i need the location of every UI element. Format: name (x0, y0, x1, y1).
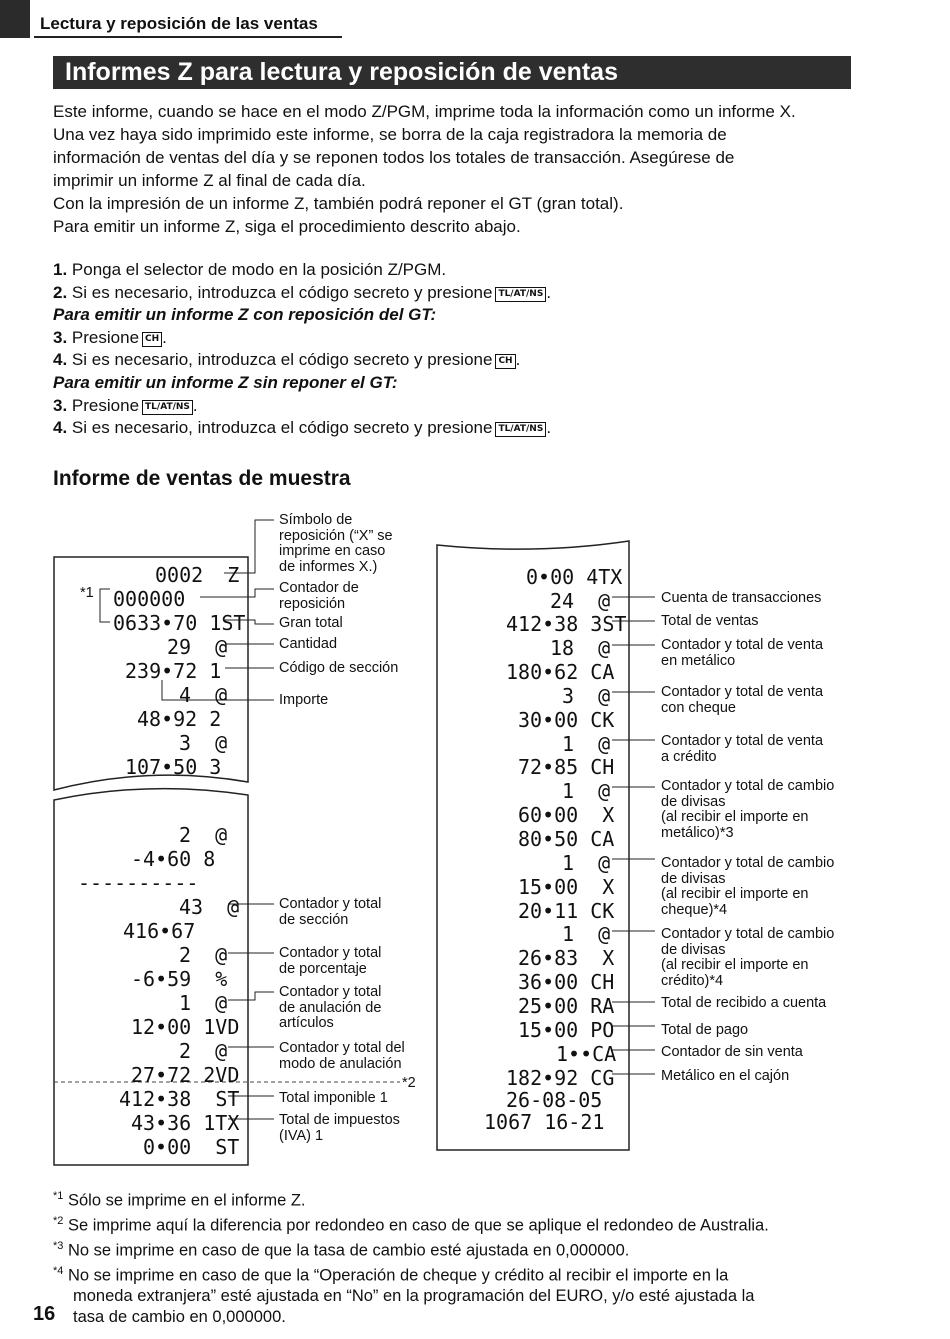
receipt-line: 000000 (113, 587, 186, 611)
receipt-line: 1 @ (562, 779, 611, 803)
sample-heading: Informe de ventas de muestra (53, 467, 351, 490)
receipt-line: 36•00 CH (518, 970, 615, 994)
ch-key-icon: CH (495, 354, 515, 369)
label-venta-credito: Contador y total de venta a crédito (661, 733, 824, 765)
receipt-line: 239•72 1 (125, 659, 222, 683)
label-importe: Importe (279, 692, 329, 708)
step-text: Si es necesario, introduzca el código secreto y presione (71, 418, 493, 438)
receipt-line: 0633•70 1ST (113, 611, 246, 635)
label-divisas-metalico: Contador y total de cambio de divisas (al recibir el importe en metálico)*3 (661, 778, 835, 841)
receipt-line: 1 @ (562, 732, 611, 756)
intro-line: Una vez haya sido imprimido este informe, se borra de la caja registradora la memoria de (53, 125, 727, 144)
receipt-line: 26-08-05 (506, 1088, 603, 1112)
footnote: tasa de cambio en 0,000000. (73, 1307, 286, 1326)
receipt-line: 0•00 ST (143, 1135, 240, 1159)
receipt-line: 1 @ (562, 851, 611, 875)
receipt-line: -6•59 % (131, 967, 228, 991)
label-contador-anulacion-articulos: Contador y total de anulación de artículos (279, 984, 382, 1031)
receipt-line: 18 @ (550, 636, 611, 660)
receipt-line: 3 @ (179, 731, 228, 755)
intro-line: información de ventas del día y se reponen todos los totales de transacción. Asegúrese de (53, 148, 735, 167)
receipt-line: 72•85 CH (518, 755, 615, 779)
tl-key-icon: TL/AT/NS (142, 400, 193, 415)
receipt-line: 180•62 CA (506, 660, 615, 684)
footnote: moneda extranjera” esté ajustada en “No” en la programación del EURO, y/o esté ajustada la (73, 1287, 755, 1305)
label-gran-total: Gran total (279, 615, 343, 631)
receipt-line: 107•50 3 (125, 755, 222, 779)
page-number: 16 (33, 1303, 56, 1325)
receipt-line: 2 @ (179, 823, 228, 847)
label-sin-venta: Contador de sin venta (661, 1044, 803, 1060)
receipt-line: 1••CA (556, 1042, 617, 1066)
intro-line: Este informe, cuando se hace en el modo Z/PGM, imprime toda la información como un informe X. (53, 102, 796, 121)
receipt-line: 24 @ (550, 589, 611, 613)
step-4a: 4. Si es necesario, introduzca el código secreto y presione CH . (53, 350, 521, 370)
receipt-line: 1 @ (562, 922, 611, 946)
receipt-line: -4•60 8 (131, 847, 216, 871)
step-text: Presione (71, 395, 140, 415)
label-total-impuestos: Total de impuestos (IVA) 1 (279, 1112, 400, 1144)
label-contador-reposicion: Contador de reposición (279, 580, 359, 612)
label-cantidad: Cantidad (279, 636, 338, 652)
receipt-line: 3 @ (562, 684, 611, 708)
tl-key-icon: TL/AT/NS (495, 422, 546, 437)
label-cuenta-transacciones: Cuenta de transacciones (661, 590, 822, 606)
page-title: Informes Z para lectura y reposición de ventas (53, 56, 851, 89)
receipt-line: 48•92 2 (137, 707, 222, 731)
step-number: 4. (53, 418, 68, 438)
receipt-line: 1067 16-21 (484, 1110, 605, 1134)
footnote: $^{*4}$ No se imprime en caso de que la “Operación de cheque y crédito al recibir el importe en la (53, 1265, 729, 1285)
receipt-line: 27•72 2VD (131, 1063, 240, 1087)
footnote: $^{*3}$ No se imprime en caso de que la tasa de cambio esté ajustada en 0,000000. (53, 1240, 630, 1260)
receipt-line: 29 @ (167, 635, 228, 659)
footnote: $^{*1}$ Sólo se imprime en el informe Z. (53, 1190, 306, 1210)
receipt-line: 30•00 CK (518, 708, 615, 732)
label-total-pago: Total de pago (661, 1022, 749, 1038)
step-2: 2. Si es necesario, introduzca el código secreto y presione TL/AT/NS . (53, 282, 552, 302)
receipt-line: 416•67 (123, 919, 196, 943)
subheading-without-gt: Para emitir un informe Z sin reponer el GT: (53, 372, 398, 392)
label-contador-porcentaje: Contador y total de porcentaje (279, 945, 382, 977)
receipt-line: 4 @ (179, 683, 228, 707)
label-codigo-seccion: Código de sección (279, 660, 399, 676)
step-number: 3. (53, 395, 68, 415)
label-contador-seccion: Contador y total de sección (279, 896, 382, 928)
receipt-line: 43•36 1TX (131, 1111, 240, 1135)
footnotes (53, 1186, 769, 1327)
step-3a: 3. Presione CH . (53, 327, 167, 347)
label-recibido-cuenta: Total de recibido a cuenta (661, 995, 827, 1011)
footnote-marker-1: *1 (80, 585, 94, 601)
label-simbolo-reposicion: Símbolo de reposición (“X” se imprime en caso de informes X.) (279, 512, 393, 575)
step-number: 1. (53, 260, 68, 279)
receipt-line: 182•92 CG (506, 1066, 615, 1090)
label-contador-modo-anulacion: Contador y total del modo de anulación (279, 1040, 405, 1072)
receipt-line: 26•83 X (518, 946, 615, 970)
ch-key-icon: CH (142, 332, 162, 347)
receipt-line: 2 @ (179, 1039, 228, 1063)
label-metalico-cajon: Metálico en el cajón (661, 1068, 790, 1084)
receipt-line: 25•00 RA (518, 994, 615, 1018)
label-total-ventas: Total de ventas (661, 613, 759, 629)
receipt-line: 412•38 ST (119, 1087, 240, 1111)
label-venta-cheque: Contador y total de venta con cheque (661, 684, 824, 716)
intro-line: imprimir un informe Z al final de cada día. (53, 171, 366, 190)
label-divisas-cheque: Contador y total de cambio de divisas (al recibir el importe en cheque)*4 (661, 855, 835, 918)
tl-key-icon: TL/AT/NS (495, 287, 546, 302)
receipt-line: 15•00 X (518, 875, 615, 899)
label-venta-metalico: Contador y total de venta en metálico (661, 637, 824, 669)
step-4b: 4. Si es necesario, introduzca el código secreto y presione TL/AT/NS . (53, 418, 552, 438)
receipt-line: 80•50 CA (518, 827, 615, 851)
receipt-line: 1 @ (179, 991, 228, 1015)
receipt-line: ---------- (78, 871, 199, 895)
step-number: 4. (53, 350, 68, 370)
receipt-line: 15•00 PO (518, 1018, 615, 1042)
intro-line: Con la impresión de un informe Z, también podrá reponer el GT (gran total). (53, 194, 624, 213)
receipt-line: 0•00 4TX (526, 565, 623, 589)
step-text: Si es necesario, introduzca el código secreto y presione (71, 350, 493, 370)
receipt-line: 2 @ (179, 943, 228, 967)
receipt-line: 20•11 CK (518, 899, 615, 923)
label-total-imponible: Total imponible 1 (279, 1090, 388, 1106)
label-divisas-credito: Contador y total de cambio de divisas (al recibir el importe en crédito)*4 (661, 926, 835, 989)
step-text: Presione (71, 327, 140, 347)
step-number: 2. (53, 282, 68, 302)
receipt-line: 43 @ (179, 895, 240, 919)
receipt-line: 60•00 X (518, 803, 615, 827)
receipt-line: 12•00 1VD (131, 1015, 240, 1039)
step-text: Si es necesario, introduzca el código secreto y presione (71, 282, 493, 302)
receipt-line: 0002 Z (155, 563, 240, 587)
section-title: Lectura y reposición de las ventas (40, 14, 318, 33)
footnote: $^{*2}$ Se imprime aquí la diferencia por redondeo en caso de que se aplique el redondeo de Australia. (53, 1215, 769, 1235)
step-text: Ponga el selector de modo en la posición Z/PGM. (71, 260, 447, 279)
intro-line: Para emitir un informe Z, siga el procedimiento descrito abajo. (53, 217, 521, 236)
step-number: 3. (53, 327, 68, 347)
footnote-marker-2: *2 (402, 1075, 416, 1091)
subheading-with-gt: Para emitir un informe Z con reposición del GT: (53, 305, 437, 325)
step-3b: 3. Presione TL/AT/NS . (53, 395, 198, 415)
receipt-line: 412•38 3ST (506, 612, 627, 636)
